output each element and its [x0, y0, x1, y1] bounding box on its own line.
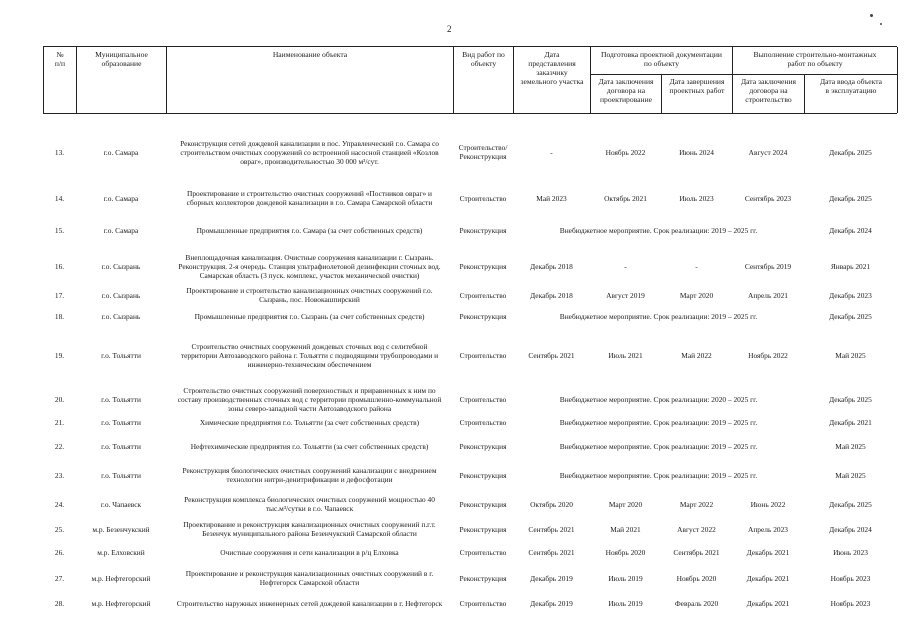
- cell-design-contract: -: [624, 261, 627, 271]
- cell-commissioning: Ноябрь 2023: [830, 573, 871, 583]
- cell-object-name: Строительство очистных сооружений дождевых сточных вод с селитебной территории Автозаводского района г. Тольятти с подводящими трубопроводами и инженерно-техническим обеспечением: [180, 341, 439, 369]
- cell-work-type: Строительство: [459, 547, 507, 557]
- table-row: [43, 249, 897, 283]
- cell-work-type: Строительство: [459, 350, 507, 360]
- cell-municipality: г.о. Чапаевск: [100, 499, 142, 509]
- cell-commissioning: Декабрь 2025: [829, 193, 872, 203]
- cell-object-name: Проектирование и строительство канализационных очистных сооружений г.о. Сызрань, пос. Новокашпирский: [186, 286, 433, 304]
- cell-design-contract: Март 2020: [608, 499, 643, 509]
- cell-num: 20.: [54, 394, 65, 404]
- table-row: [43, 460, 897, 490]
- cell-extrabudget-note: Внебюджетное мероприятие. Срок реализации: 2020 – 2025 гг.: [559, 394, 758, 404]
- cell-build-contract: Декабрь 2021: [746, 547, 790, 557]
- cell-commissioning: Ноябрь 2023: [830, 598, 871, 608]
- header-commissioning: Дата ввода объекта в эксплуатацию: [805, 75, 898, 113]
- cell-design-contract: Июль 2019: [608, 598, 643, 608]
- cell-commissioning: Январь 2021: [830, 261, 871, 271]
- header-build-group: Выполнение строительно-монтажных работ по объекту: [733, 47, 898, 75]
- cell-build-contract: Декабрь 2021: [746, 598, 790, 608]
- scan-speck: [870, 14, 873, 17]
- cell-object-name: Промышленные предприятия г.о. Сызрань (за счет собственных средств): [194, 311, 425, 321]
- cell-design-end: Март 2022: [679, 499, 714, 509]
- header-work-type: Вид работ по объекту: [454, 47, 514, 113]
- cell-land-date: Декабрь 2019: [530, 573, 573, 583]
- cell-build-contract: Июнь 2022: [750, 499, 786, 509]
- cell-work-type: Реконструкция: [459, 470, 507, 480]
- cell-object-name: Промышленные предприятия г.о. Самара (за счет собственных средств): [196, 225, 423, 235]
- header-object-name: Наименование объекта: [167, 47, 454, 113]
- table-row: [43, 217, 897, 243]
- table-row: [43, 567, 897, 589]
- cell-land-date: Май 2023: [536, 193, 567, 203]
- cell-land-date: Октябрь 2020: [530, 499, 573, 509]
- cell-object-name: Внеплощадочная канализация. Очистные сооружения канализации г. Сызрань. Реконструкция. 2-я очередь. Станция ультрафиолетовой дезинфекции сточных вод. Самарская область (3 пуск. комплекс, участок механической очистки): [178, 252, 441, 280]
- table-row: [43, 336, 897, 374]
- cell-land-date: Сентябрь 2021: [528, 350, 575, 360]
- cell-work-type: Строительство: [459, 394, 507, 404]
- cell-build-contract: Апрель 2021: [748, 290, 788, 300]
- cell-num: 21.: [54, 417, 65, 427]
- cell-work-type: Реконструкция: [459, 311, 507, 321]
- cell-municipality: г.о. Самара: [103, 225, 139, 235]
- cell-design-contract: Ноябрь 2020: [605, 547, 646, 557]
- cell-design-contract: Июль 2021: [608, 350, 643, 360]
- cell-extrabudget-note: Внебюджетное мероприятие. Срок реализации: 2019 – 2025 гг.: [559, 417, 758, 427]
- cell-commissioning: Декабрь 2023: [829, 290, 872, 300]
- cell-num: 18.: [54, 311, 65, 321]
- cell-commissioning: Декабрь 2025: [829, 394, 872, 404]
- table-row: [43, 542, 897, 562]
- cell-work-type: Строительство/ Реконструкция: [458, 143, 508, 161]
- cell-num: 17.: [54, 290, 65, 300]
- cell-design-end: Февраль 2020: [674, 598, 719, 608]
- cell-num: 27.: [54, 573, 65, 583]
- table-row: [43, 517, 897, 541]
- cell-design-end: Август 2022: [677, 524, 716, 534]
- cell-commissioning: Июнь 2023: [833, 547, 868, 557]
- cell-commissioning: Декабрь 2024: [829, 524, 872, 534]
- cell-municipality: м.р. Нефтегорский: [91, 598, 151, 608]
- cell-work-type: Реконструкция: [459, 441, 507, 451]
- cell-municipality: г.о. Тольятти: [101, 394, 141, 404]
- cell-commissioning: Декабрь 2024: [829, 225, 872, 235]
- cell-build-contract: Сентябрь 2023: [744, 193, 792, 203]
- cell-num: 28.: [54, 598, 65, 608]
- header-build-contract: Дата заключения договора на строительство: [733, 75, 805, 113]
- cell-municipality: м.р. Нефтегорский: [91, 573, 151, 583]
- cell-work-type: Строительство: [459, 193, 507, 203]
- cell-object-name: Проектирование и строительство очистных сооружений «Постников овраг» и сборных коллекторов дождевой канализации в г.о. Самара Самарской области: [186, 189, 433, 207]
- cell-num: 26.: [54, 547, 65, 557]
- cell-design-end: Июль 2023: [679, 193, 714, 203]
- cell-work-type: Реконструкция: [459, 524, 507, 534]
- cell-object-name: Химические предприятия г.о. Тольятти (за счет собственных средств): [199, 417, 420, 427]
- cell-design-end: Июнь 2024: [679, 147, 714, 157]
- cell-work-type: Реконструкция: [459, 261, 507, 271]
- header-land-date: Дата представления заказчику земельного участка: [514, 47, 591, 113]
- cell-build-contract: Декабрь 2021: [746, 573, 790, 583]
- header-design-contract: Дата заключения договора на проектирование: [591, 75, 662, 113]
- cell-object-name: Реконструкция сетей дождевой канализации в пос. Управленческий г.о. Самара со строительством очистных сооружений со встроенной насосной станцией «Козлов овраг», производительностью 30 000 м³/сут.: [180, 138, 439, 166]
- cell-municipality: г.о. Тольятти: [101, 470, 141, 480]
- cell-municipality: г.о. Самара: [103, 193, 139, 203]
- cell-num: 24.: [54, 499, 65, 509]
- cell-num: 23.: [54, 470, 65, 480]
- cell-build-contract: Апрель 2023: [748, 524, 788, 534]
- cell-num: 16.: [54, 261, 65, 271]
- cell-design-end: Ноябрь 2020: [676, 573, 717, 583]
- cell-design-end: Май 2022: [681, 350, 712, 360]
- cell-municipality: г.о. Сызрань: [101, 311, 141, 321]
- header-design-group: Подготовка проектной документации по объекту: [591, 47, 733, 75]
- plan-table: [43, 46, 897, 608]
- page-number: 2: [447, 24, 452, 34]
- cell-municipality: г.о. Тольятти: [101, 441, 141, 451]
- header-design-end: Дата завершения проектных работ: [662, 75, 733, 113]
- table-row: [43, 413, 897, 431]
- cell-municipality: м.р. Елховский: [97, 547, 145, 557]
- cell-extrabudget-note: Внебюджетное мероприятие. Срок реализации: 2019 – 2025 гг.: [559, 225, 758, 235]
- cell-num: 14.: [54, 193, 65, 203]
- cell-design-end: -: [695, 261, 698, 271]
- cell-commissioning: Декабрь 2025: [829, 147, 872, 157]
- cell-land-date: Декабрь 2018: [530, 261, 573, 271]
- cell-design-contract: Ноябрь 2022: [605, 147, 646, 157]
- cell-extrabudget-note: Внебюджетное мероприятие. Срок реализации: 2019 – 2025 гг.: [559, 311, 758, 321]
- cell-object-name: Проектирование и реконструкция канализационных очистных сооружений в г. Нефтегорск Самарской области: [185, 569, 434, 587]
- cell-work-type: Строительство: [459, 598, 507, 608]
- cell-num: 15.: [54, 225, 65, 235]
- cell-object-name: Реконструкция комплекса биологических очистных сооружений мощностью 40 тыс.м³/сутки в г.о. Чапаевск: [184, 495, 435, 513]
- table-row: [43, 592, 897, 614]
- cell-design-contract: Август 2019: [606, 290, 645, 300]
- cell-object-name: Очистные сооружения и сети канализации в р/ц Елховка: [220, 547, 399, 557]
- cell-municipality: г.о. Тольятти: [101, 417, 141, 427]
- cell-commissioning: Декабрь 2021: [829, 417, 872, 427]
- cell-design-contract: Май 2021: [610, 524, 641, 534]
- cell-municipality: г.о. Сызрань: [101, 290, 141, 300]
- cell-work-type: Реконструкция: [459, 499, 507, 509]
- cell-work-type: Реконструкция: [459, 573, 507, 583]
- cell-municipality: г.о. Сызрань: [101, 261, 141, 271]
- cell-object-name: Строительство наружных инженерных сетей дождевой канализации в г. Нефтегорск: [176, 598, 443, 608]
- cell-design-end: Сентябрь 2021: [673, 547, 720, 557]
- cell-extrabudget-note: Внебюджетное мероприятие. Срок реализации: 2019 – 2025 гг.: [559, 470, 758, 480]
- cell-object-name: Реконструкция биологических очистных сооружений канализации с внедрением технологии нитри-денитрификации и дефосфотации: [182, 466, 437, 484]
- table-row: [43, 183, 897, 213]
- cell-build-contract: Сентябрь 2019: [744, 261, 792, 271]
- cell-commissioning: Май 2025: [835, 441, 866, 451]
- cell-num: 19.: [54, 350, 65, 360]
- cell-commissioning: Декабрь 2025: [829, 499, 872, 509]
- header-municipality: Муниципальное образование: [77, 47, 167, 113]
- table-row: [43, 436, 897, 456]
- cell-municipality: г.о. Тольятти: [101, 350, 141, 360]
- cell-num: 13.: [54, 147, 65, 157]
- table-row: [43, 492, 897, 516]
- cell-work-type: Реконструкция: [459, 225, 507, 235]
- cell-commissioning: Май 2025: [835, 470, 866, 480]
- table-row: [43, 133, 897, 171]
- cell-object-name: Строительство очистных сооружений поверхностных и приравненных к ним по составу производственных сточных вод с территории промышленно-коммунальной зоны северо-западной части Автозаводского района: [177, 385, 442, 413]
- table-header: [43, 46, 897, 114]
- table-row: [43, 304, 897, 328]
- cell-work-type: Строительство: [459, 417, 507, 427]
- cell-design-contract: Октябрь 2021: [604, 193, 647, 203]
- cell-extrabudget-note: Внебюджетное мероприятие. Срок реализации: 2019 – 2025 гг.: [559, 441, 758, 451]
- cell-num: 22.: [54, 441, 65, 451]
- cell-commissioning: Май 2025: [835, 350, 866, 360]
- cell-commissioning: Декабрь 2025: [829, 311, 872, 321]
- cell-build-contract: Август 2024: [748, 147, 788, 157]
- cell-land-date: Декабрь 2019: [530, 598, 573, 608]
- cell-work-type: Строительство: [459, 290, 507, 300]
- cell-design-end: Март 2020: [679, 290, 714, 300]
- header-num: № п/п: [44, 47, 77, 113]
- cell-land-date: Декабрь 2018: [530, 290, 573, 300]
- cell-num: 25.: [54, 524, 65, 534]
- cell-object-name: Нефтехимические предприятия г.о. Тольятти (за счет собственных средств): [190, 441, 429, 451]
- cell-municipality: м.р. Безенчукский: [92, 524, 150, 534]
- cell-object-name: Проектирование и реконструкция канализационных очистных сооружений п.г.т. Безенчук муниципального района Безенчукский Самарской области: [183, 520, 436, 538]
- cell-land-date: -: [550, 147, 553, 157]
- cell-build-contract: Ноябрь 2022: [748, 350, 788, 360]
- cell-land-date: Сентябрь 2021: [528, 547, 575, 557]
- cell-land-date: Сентябрь 2021: [528, 524, 575, 534]
- cell-design-contract: Июль 2019: [608, 573, 643, 583]
- scan-speck: [880, 23, 882, 25]
- cell-municipality: г.о. Самара: [103, 147, 139, 157]
